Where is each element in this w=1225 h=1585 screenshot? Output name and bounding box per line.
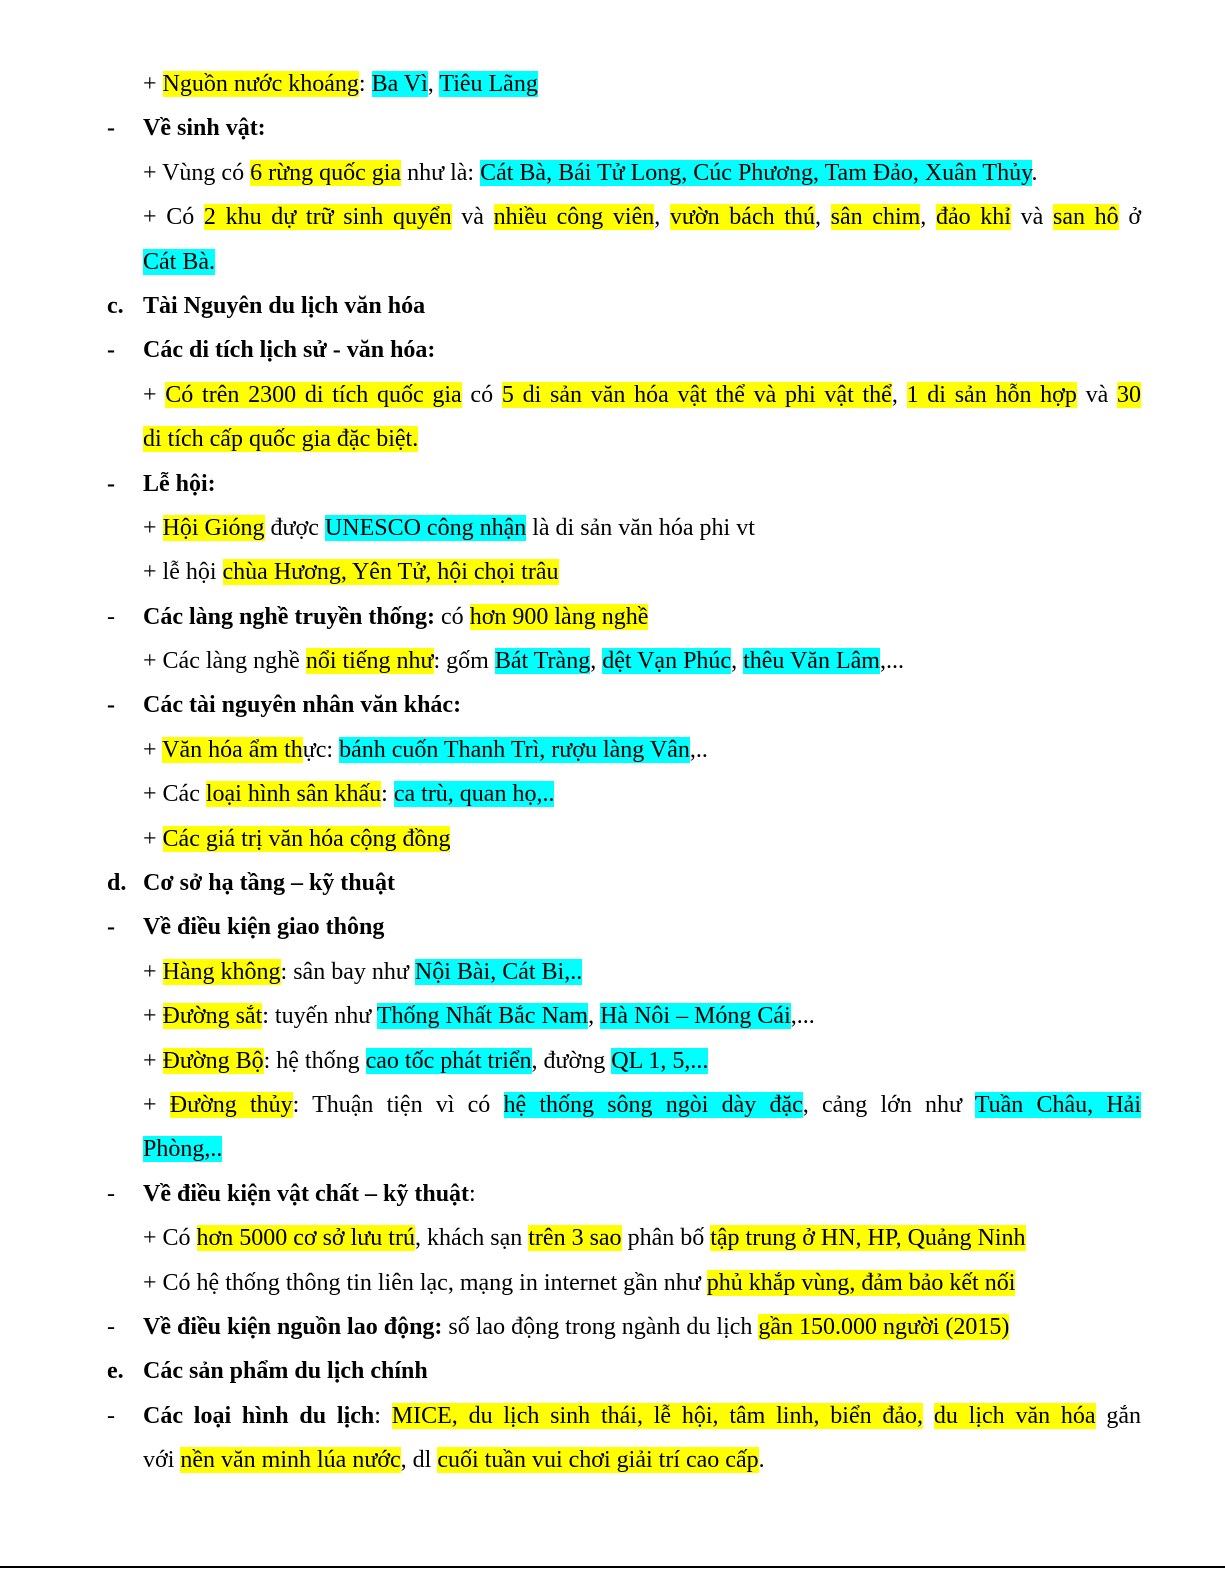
- text-segment: phân bố: [621, 1225, 711, 1252]
- yellow-highlight: Hàng không: [162, 958, 281, 985]
- heading-line: [0, 861, 1225, 905]
- text-segment: :: [374, 1402, 392, 1429]
- document-page: [0, 62, 1225, 1483]
- body-line: [0, 62, 1225, 106]
- heading-line: [0, 595, 1225, 639]
- body-line: [0, 772, 1225, 816]
- cyan-highlight: Ba Vì: [371, 71, 428, 97]
- line-text: [143, 1216, 1026, 1260]
- text-segment: .: [758, 1447, 765, 1474]
- yellow-highlight: 30: [1117, 381, 1142, 408]
- cyan-highlight: ca trù, quan họ,..: [393, 781, 555, 808]
- line-text: [143, 905, 384, 949]
- cyan-highlight: hệ thống sông ngòi dày đặc: [503, 1091, 803, 1118]
- body-line: [0, 1127, 1225, 1171]
- cyan-highlight: Thống Nhất Bắc Nam: [376, 1003, 589, 1030]
- bold-text: Tài Nguyên du lịch văn hóa: [143, 292, 426, 319]
- list-marker: -: [107, 470, 115, 497]
- text-segment: có: [461, 381, 502, 408]
- cyan-highlight: Tuần Châu, Hải: [974, 1091, 1141, 1118]
- text-segment: + Có: [143, 204, 204, 231]
- text-segment: +: [143, 514, 163, 541]
- yellow-highlight: Đường thủy: [169, 1091, 293, 1118]
- bold-text: Các loại hình du lịch: [143, 1402, 375, 1429]
- bold-text: Các di tích lịch sử - văn hóa:: [143, 337, 436, 364]
- text-segment: : Thuận tiện vì có: [292, 1091, 504, 1118]
- line-text: [143, 683, 461, 727]
- text-segment: ,: [427, 71, 440, 97]
- page-bottom-rule: [0, 1566, 1225, 1568]
- text-segment: +: [143, 71, 163, 97]
- line-text: [143, 1083, 1141, 1127]
- cyan-highlight: Hà Nôi – Móng Cái: [600, 1003, 791, 1030]
- line-text: [143, 373, 1141, 417]
- cyan-highlight: Nội Bài, Cát Bi,..: [414, 958, 583, 985]
- heading-line: [0, 1349, 1225, 1393]
- yellow-highlight: hơn 5000 cơ sở lưu trú: [196, 1225, 415, 1252]
- text-segment: :: [358, 71, 372, 97]
- line-text: [143, 1261, 1015, 1305]
- text-segment: , đường: [531, 1047, 612, 1074]
- text-segment: + Có: [143, 1225, 197, 1252]
- text-segment: số lao động trong ngành du lịch: [442, 1313, 759, 1340]
- yellow-highlight: vườn bách thú: [669, 204, 815, 231]
- bold-text: Lễ hội:: [143, 470, 216, 497]
- yellow-highlight: san hô: [1052, 204, 1119, 231]
- body-line: [0, 151, 1225, 195]
- list-marker: -: [107, 914, 115, 941]
- cyan-highlight: Cát Bà.: [143, 248, 215, 275]
- text-segment: là di sản văn hóa phi vt: [526, 514, 755, 541]
- yellow-highlight: nhiều công viên: [493, 204, 655, 231]
- bold-text: Các làng nghề truyền thống:: [143, 603, 436, 630]
- line-text: [143, 195, 1141, 239]
- cyan-highlight: dệt Vạn Phúc: [602, 648, 732, 675]
- text-segment: .: [1031, 159, 1038, 186]
- list-marker: c.: [107, 292, 124, 319]
- heading-line: [0, 1172, 1225, 1216]
- body-line: [0, 817, 1225, 861]
- line-text: [143, 328, 435, 372]
- text-segment: ,: [814, 204, 831, 231]
- yellow-highlight: 2 khu dự trữ sinh quyển: [203, 204, 452, 231]
- body-line: [0, 994, 1225, 1038]
- heading-line: [0, 284, 1225, 328]
- line-text: [143, 1172, 476, 1216]
- body-line: [0, 950, 1225, 994]
- yellow-highlight: trên 3 sao: [528, 1225, 622, 1252]
- heading-line: [0, 106, 1225, 150]
- text-segment: gắn: [1095, 1402, 1142, 1429]
- yellow-highlight: Nguồn nước khoáng: [162, 71, 359, 97]
- text-segment: +: [143, 736, 163, 763]
- text-segment: ,: [891, 381, 907, 408]
- heading-line: [0, 1394, 1225, 1438]
- text-segment: : gốm: [433, 648, 495, 675]
- body-line: [0, 417, 1225, 461]
- text-segment: +: [143, 1003, 163, 1030]
- text-segment: ực:: [302, 736, 340, 763]
- body-line: [0, 550, 1225, 594]
- list-marker: -: [107, 1180, 115, 1207]
- text-segment: ,...: [879, 648, 904, 675]
- line-text: [143, 1305, 1009, 1349]
- line-text: [143, 462, 216, 506]
- yellow-highlight: MICE, du lịch sinh thái, lễ hội, tâm linh, biển đảo,: [391, 1402, 924, 1429]
- line-text: [143, 1438, 765, 1482]
- text-segment: , dl: [400, 1447, 438, 1474]
- bold-text: Về điều kiện giao thông: [143, 914, 385, 941]
- text-segment: : sân bay như: [280, 958, 415, 985]
- yellow-highlight: Có trên 2300 di tích quốc gia: [165, 381, 462, 408]
- list-marker: -: [107, 1402, 115, 1429]
- yellow-highlight: cuối tuần vui chơi giải trí cao cấp: [437, 1447, 759, 1474]
- body-line: [0, 373, 1225, 417]
- heading-line: [0, 462, 1225, 506]
- text-segment: ,: [654, 204, 670, 231]
- text-segment: :: [469, 1180, 476, 1207]
- line-text: [143, 151, 1038, 195]
- yellow-highlight: gần 150.000 người (2015): [758, 1313, 1010, 1340]
- yellow-highlight: loại hình sân khấu: [205, 781, 382, 808]
- body-line: [0, 506, 1225, 550]
- heading-line: [0, 328, 1225, 372]
- line-text: [143, 861, 395, 905]
- line-text: [143, 1349, 428, 1393]
- bold-text: Các tài nguyên nhân văn khác:: [143, 692, 462, 719]
- text-segment: + lễ hội: [143, 559, 223, 586]
- text-segment: :: [381, 781, 394, 808]
- text-segment: và: [1076, 381, 1118, 408]
- text-segment: ,: [920, 204, 936, 231]
- line-text: [143, 506, 755, 550]
- line-text: [143, 62, 538, 106]
- yellow-highlight: sân chim: [830, 204, 921, 231]
- yellow-highlight: Văn hóa ẩm th: [162, 736, 303, 763]
- body-line: [0, 1438, 1225, 1482]
- cyan-highlight: Phòng,..: [143, 1136, 223, 1163]
- cyan-highlight: QL 1, 5,...: [611, 1047, 709, 1074]
- yellow-highlight: nền văn minh lúa nước: [180, 1447, 401, 1474]
- cyan-highlight: bánh cuốn Thanh Trì, rượu làng Vân: [339, 736, 690, 763]
- bold-text: Về sinh vật:: [143, 115, 266, 142]
- yellow-highlight: 6 rừng quốc gia: [250, 159, 402, 186]
- bold-text: Về điều kiện nguồn lao động:: [143, 1313, 443, 1340]
- yellow-highlight: 1 di sản hỗn hợp: [906, 381, 1077, 408]
- line-text: [143, 639, 904, 683]
- yellow-highlight: Đường sắt: [162, 1003, 263, 1030]
- yellow-highlight: nổi tiếng như: [305, 648, 434, 675]
- line-text: [143, 728, 708, 772]
- body-line: [0, 1039, 1225, 1083]
- text-segment: + Các: [143, 781, 206, 808]
- line-text: [143, 994, 815, 1038]
- text-segment: ,: [731, 648, 744, 675]
- text-segment: có: [435, 603, 470, 630]
- text-segment: được: [264, 514, 325, 541]
- body-line: [0, 1261, 1225, 1305]
- list-marker: -: [107, 115, 115, 142]
- text-segment: +: [143, 381, 166, 408]
- line-text: [143, 1039, 708, 1083]
- heading-line: [0, 683, 1225, 727]
- cyan-highlight: cao tốc phát triển: [365, 1047, 532, 1074]
- text-segment: +: [143, 1091, 170, 1118]
- line-text: [143, 284, 425, 328]
- text-segment: với: [143, 1447, 181, 1474]
- cyan-highlight: thêu Văn Lâm: [743, 648, 880, 675]
- text-segment: + Các làng nghề: [143, 648, 306, 675]
- line-text: [143, 240, 215, 284]
- text-segment: ,: [590, 648, 603, 675]
- yellow-highlight: 5 di sản văn hóa vật thể và phi vật thể: [501, 381, 892, 408]
- yellow-highlight: tập trung ở HN, HP, Quảng Ninh: [710, 1225, 1026, 1252]
- list-marker: d.: [107, 870, 127, 897]
- yellow-highlight: Các giá trị văn hóa cộng đồng: [162, 825, 451, 852]
- text-segment: như là:: [401, 159, 481, 186]
- bold-text: Các sản phẩm du lịch chính: [143, 1358, 428, 1385]
- text-segment: : hệ thống: [263, 1047, 366, 1074]
- yellow-highlight: Hội Gióng: [162, 514, 265, 541]
- line-text: [143, 595, 648, 639]
- line-text: [143, 106, 266, 150]
- line-text: [143, 417, 418, 461]
- body-line: [0, 1216, 1225, 1260]
- text-segment: [923, 1403, 934, 1429]
- cyan-highlight: Tiêu Lãng: [439, 71, 538, 97]
- text-segment: +: [143, 958, 163, 985]
- yellow-highlight: chùa Hương, Yên Tử, hội chọi trâu: [222, 559, 559, 586]
- text-segment: ,..: [689, 736, 708, 763]
- line-text: [143, 772, 554, 816]
- yellow-highlight: du lịch văn hóa: [933, 1402, 1096, 1429]
- text-segment: ở: [1118, 204, 1142, 231]
- line-text: [143, 550, 559, 594]
- cyan-highlight: Cát Bà, Bái Tử Long, Cúc Phương, Tam Đảo, Xuân Thủy: [480, 159, 1032, 186]
- list-marker: -: [107, 337, 115, 364]
- bold-text: Cơ sở hạ tầng – kỹ thuật: [143, 870, 395, 897]
- text-segment: , cảng lớn như: [802, 1091, 975, 1118]
- line-text: [143, 817, 450, 861]
- cyan-highlight: UNESCO công nhận: [324, 514, 527, 541]
- line-text: [143, 1127, 222, 1171]
- yellow-highlight: di tích cấp quốc gia đặc biệt.: [143, 426, 419, 453]
- yellow-highlight: Đường Bộ: [162, 1047, 264, 1074]
- line-text: [143, 950, 582, 994]
- heading-line: [0, 1305, 1225, 1349]
- body-line: [0, 728, 1225, 772]
- body-line: [0, 639, 1225, 683]
- text-segment: + Vùng có: [143, 159, 251, 186]
- body-line: [0, 1083, 1225, 1127]
- text-segment: : tuyến như: [262, 1003, 377, 1030]
- text-segment: + Có hệ thống thông tin liên lạc, mạng in internet gần như: [143, 1269, 707, 1296]
- list-marker: -: [107, 692, 115, 719]
- yellow-highlight: đảo khỉ: [935, 204, 1011, 231]
- body-line: [0, 240, 1225, 284]
- text-segment: và: [1010, 204, 1053, 231]
- list-marker: -: [107, 1313, 115, 1340]
- heading-line: [0, 905, 1225, 949]
- text-segment: ,: [588, 1003, 601, 1030]
- text-segment: +: [143, 1047, 163, 1074]
- line-text: [143, 1394, 1141, 1438]
- yellow-highlight: hơn 900 làng nghề: [469, 603, 649, 630]
- text-segment: ,...: [790, 1003, 815, 1030]
- cyan-highlight: Bát Tràng: [494, 648, 591, 675]
- text-segment: , khách sạn: [414, 1225, 529, 1252]
- text-segment: +: [143, 825, 163, 852]
- list-marker: -: [107, 603, 115, 630]
- yellow-highlight: phủ khắp vùng, đảm bảo kết nối: [706, 1269, 1016, 1296]
- list-marker: e.: [107, 1358, 124, 1385]
- body-line: [0, 195, 1225, 239]
- bold-text: Về điều kiện vật chất – kỹ thuật: [143, 1180, 470, 1207]
- text-segment: và: [451, 204, 494, 231]
